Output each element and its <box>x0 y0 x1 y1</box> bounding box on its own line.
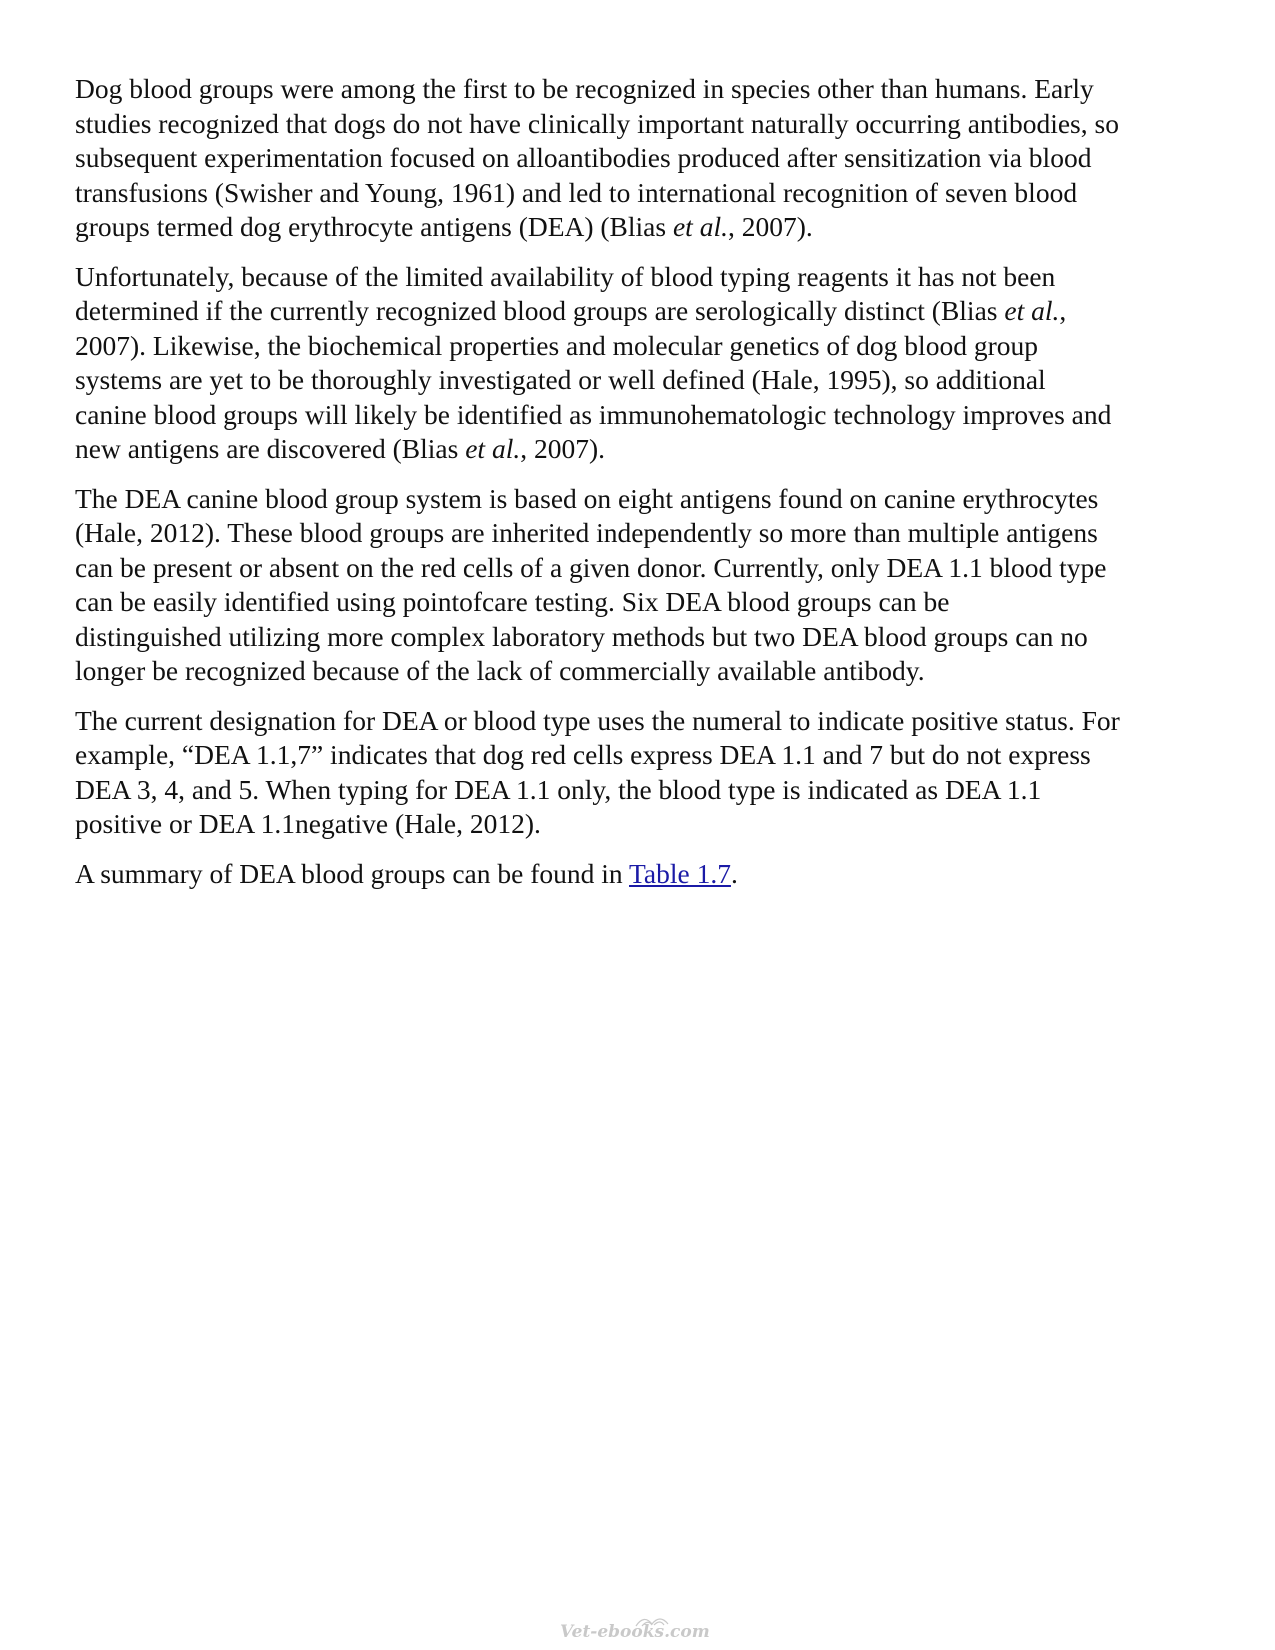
paragraph-3 <box>75 482 1205 689</box>
text-line: distinguished utilizing more complex laboratory methods but two DEA blood groups can no <box>75 620 1088 652</box>
text-line: groups termed dog erythrocyte antigens (DEA) (Blias et al., 2007). <box>75 211 813 242</box>
text-line: The current designation for DEA or blood type uses the numeral to indicate positive status. For <box>75 704 1120 736</box>
text-line: transfusions (Swisher and Young, 1961) and led to international recognition of seven blood <box>75 176 1078 208</box>
text-line: longer be recognized because of the lack of commercially available antibody. <box>75 655 925 686</box>
text-line: example, “DEA 1.1,7” indicates that dog red cells express DEA 1.1 and 7 but do not express <box>75 739 1091 770</box>
paragraph-1 <box>75 72 1205 245</box>
text-line: subsequent experimentation focused on alloantibodies produced after sensitization via blood <box>75 142 1092 173</box>
et-al-italic: et al. <box>465 433 521 464</box>
text-line: positive or DEA 1.1negative (Hale, 2012). <box>75 808 541 839</box>
text-line: can be present or absent on the red cells of a given donor. Currently, only DEA 1.1 blood type <box>75 551 1107 583</box>
text-line: A summary of DEA blood groups can be found in Table 1.7. <box>75 857 738 889</box>
paragraph-4 <box>75 704 1205 842</box>
paragraph-2 <box>75 260 1205 467</box>
text-line: studies recognized that dogs do not have clinically important naturally occurring antibodies, so <box>75 107 1119 139</box>
text-line: The DEA canine blood group system is based on eight antigens found on canine erythrocytes <box>75 482 1099 514</box>
text-line: new antigens are discovered (Blias et al., 2007). <box>75 433 606 464</box>
et-al-italic: et al. <box>672 211 728 242</box>
text-line: Unfortunately, because of the limited availability of blood typing reagents it has not been <box>75 260 1056 292</box>
text-line: (Hale, 2012). These blood groups are inherited independently so more than multiple antigens <box>75 517 1098 548</box>
et-al-italic: et al. <box>1004 295 1060 326</box>
text-line: can be easily identified using pointofcare testing. Six DEA blood groups can be <box>75 586 950 617</box>
text-line: canine blood groups will likely be identified as immunohematologic technology improves and <box>75 398 1112 430</box>
summary-paragraph <box>75 857 1205 892</box>
watermark-icon <box>558 1612 720 1642</box>
text-line: DEA 3, 4, and 5. When typing for DEA 1.1 only, the blood type is indicated as DEA 1.1 <box>75 773 1042 805</box>
text-line: Dog blood groups were among the first to be recognized in species other than humans. Early <box>75 73 1094 104</box>
table-1-7-link[interactable]: Table 1.7 <box>629 857 731 889</box>
text-line: determined if the currently recognized blood groups are serologically distinct (Blias et al., <box>75 295 1067 326</box>
text-line: 2007). Likewise, the biochemical properties and molecular genetics of dog blood group <box>75 329 1038 361</box>
text-line: systems are yet to be thoroughly investigated or well defined (Hale, 1995), so additional <box>75 364 1046 395</box>
document-page <box>75 72 1205 906</box>
vet-ebooks-watermark-logo <box>558 1612 720 1642</box>
watermark-text: Vet-ebooks.com <box>560 1622 710 1642</box>
